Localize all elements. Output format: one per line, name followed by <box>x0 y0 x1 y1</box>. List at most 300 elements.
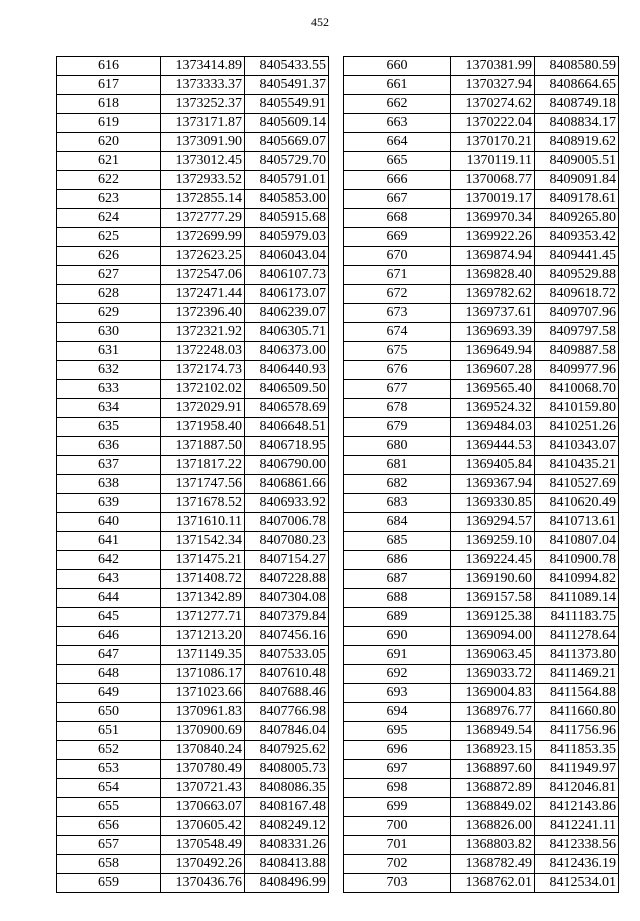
y-coordinate-cell: 8406043.04 <box>245 247 329 266</box>
x-coordinate-cell: 1368762.01 <box>451 874 535 893</box>
y-coordinate-cell: 8412046.81 <box>535 779 619 798</box>
x-coordinate-cell: 1372933.52 <box>161 171 245 190</box>
y-coordinate-cell: 8411949.97 <box>535 760 619 779</box>
table-row <box>344 798 619 817</box>
y-coordinate-cell: 8408834.17 <box>535 114 619 133</box>
point-number-cell: 683 <box>344 494 451 513</box>
point-number-cell: 623 <box>57 190 161 209</box>
table-row <box>57 380 329 399</box>
point-number-cell: 679 <box>344 418 451 437</box>
table-row <box>344 285 619 304</box>
point-number-cell: 692 <box>344 665 451 684</box>
y-coordinate-cell: 8409178.61 <box>535 190 619 209</box>
table-row <box>344 722 619 741</box>
x-coordinate-cell: 1369607.28 <box>451 361 535 380</box>
table-row <box>57 456 329 475</box>
y-coordinate-cell: 8406861.66 <box>245 475 329 494</box>
point-number-cell: 694 <box>344 703 451 722</box>
point-number-cell: 620 <box>57 133 161 152</box>
table-row <box>57 95 329 114</box>
x-coordinate-cell: 1369004.83 <box>451 684 535 703</box>
x-coordinate-cell: 1372777.29 <box>161 209 245 228</box>
x-coordinate-cell: 1369484.03 <box>451 418 535 437</box>
table-row <box>344 570 619 589</box>
table-row <box>344 76 619 95</box>
x-coordinate-cell: 1369405.84 <box>451 456 535 475</box>
point-number-cell: 669 <box>344 228 451 247</box>
table-row <box>344 741 619 760</box>
y-coordinate-cell: 8410713.61 <box>535 513 619 532</box>
point-number-cell: 671 <box>344 266 451 285</box>
y-coordinate-cell: 8409977.96 <box>535 361 619 380</box>
y-coordinate-cell: 8409797.58 <box>535 323 619 342</box>
y-coordinate-cell: 8411564.88 <box>535 684 619 703</box>
point-number-cell: 664 <box>344 133 451 152</box>
y-coordinate-cell: 8409091.84 <box>535 171 619 190</box>
y-coordinate-cell: 8407610.48 <box>245 665 329 684</box>
point-number-cell: 688 <box>344 589 451 608</box>
point-number-cell: 659 <box>57 874 161 893</box>
table-row <box>344 380 619 399</box>
y-coordinate-cell: 8411089.14 <box>535 589 619 608</box>
y-coordinate-cell: 8408331.26 <box>245 836 329 855</box>
point-number-cell: 647 <box>57 646 161 665</box>
y-coordinate-cell: 8406648.51 <box>245 418 329 437</box>
x-coordinate-cell: 1368897.60 <box>451 760 535 779</box>
table-row <box>344 494 619 513</box>
point-number-cell: 666 <box>344 171 451 190</box>
x-coordinate-cell: 1369444.53 <box>451 437 535 456</box>
x-coordinate-cell: 1373171.87 <box>161 114 245 133</box>
table-row <box>57 437 329 456</box>
table-row <box>57 722 329 741</box>
y-coordinate-cell: 8411183.75 <box>535 608 619 627</box>
x-coordinate-cell: 1370436.76 <box>161 874 245 893</box>
point-number-cell: 693 <box>344 684 451 703</box>
y-coordinate-cell: 8408086.35 <box>245 779 329 798</box>
y-coordinate-cell: 8408919.62 <box>535 133 619 152</box>
table-row <box>57 114 329 133</box>
x-coordinate-cell: 1368849.02 <box>451 798 535 817</box>
x-coordinate-cell: 1372699.99 <box>161 228 245 247</box>
point-number-cell: 626 <box>57 247 161 266</box>
point-number-cell: 702 <box>344 855 451 874</box>
point-number-cell: 616 <box>57 57 161 76</box>
y-coordinate-cell: 8408580.59 <box>535 57 619 76</box>
y-coordinate-cell: 8405549.91 <box>245 95 329 114</box>
y-coordinate-cell: 8405729.70 <box>245 152 329 171</box>
x-coordinate-cell: 1368976.77 <box>451 703 535 722</box>
y-coordinate-cell: 8405433.55 <box>245 57 329 76</box>
y-coordinate-cell: 8410343.07 <box>535 437 619 456</box>
x-coordinate-cell: 1372623.25 <box>161 247 245 266</box>
table-row <box>344 456 619 475</box>
table-row <box>344 608 619 627</box>
x-coordinate-cell: 1371887.50 <box>161 437 245 456</box>
table-row <box>344 665 619 684</box>
point-number-cell: 634 <box>57 399 161 418</box>
x-coordinate-cell: 1371747.56 <box>161 475 245 494</box>
table-row <box>344 190 619 209</box>
x-coordinate-cell: 1369874.94 <box>451 247 535 266</box>
x-coordinate-cell: 1368949.54 <box>451 722 535 741</box>
y-coordinate-cell: 8406373.00 <box>245 342 329 361</box>
point-number-cell: 621 <box>57 152 161 171</box>
coordinates-table-right <box>343 56 619 893</box>
x-coordinate-cell: 1371277.71 <box>161 608 245 627</box>
y-coordinate-cell: 8412436.19 <box>535 855 619 874</box>
x-coordinate-cell: 1368826.00 <box>451 817 535 836</box>
x-coordinate-cell: 1371958.40 <box>161 418 245 437</box>
point-number-cell: 699 <box>344 798 451 817</box>
table-row <box>344 171 619 190</box>
x-coordinate-cell: 1370780.49 <box>161 760 245 779</box>
x-coordinate-cell: 1370327.94 <box>451 76 535 95</box>
point-number-cell: 665 <box>344 152 451 171</box>
x-coordinate-cell: 1370548.49 <box>161 836 245 855</box>
x-coordinate-cell: 1371213.20 <box>161 627 245 646</box>
y-coordinate-cell: 8407154.27 <box>245 551 329 570</box>
x-coordinate-cell: 1369033.72 <box>451 665 535 684</box>
table-row <box>344 361 619 380</box>
y-coordinate-cell: 8405915.68 <box>245 209 329 228</box>
x-coordinate-cell: 1369693.39 <box>451 323 535 342</box>
table-row <box>344 836 619 855</box>
y-coordinate-cell: 8412534.01 <box>535 874 619 893</box>
y-coordinate-cell: 8407304.08 <box>245 589 329 608</box>
x-coordinate-cell: 1368782.49 <box>451 855 535 874</box>
x-coordinate-cell: 1370721.43 <box>161 779 245 798</box>
table-row <box>344 228 619 247</box>
y-coordinate-cell: 8407533.05 <box>245 646 329 665</box>
table-row <box>57 779 329 798</box>
table-row <box>344 551 619 570</box>
x-coordinate-cell: 1370663.07 <box>161 798 245 817</box>
point-number-cell: 686 <box>344 551 451 570</box>
x-coordinate-cell: 1369922.26 <box>451 228 535 247</box>
x-coordinate-cell: 1369063.45 <box>451 646 535 665</box>
y-coordinate-cell: 8407925.62 <box>245 741 329 760</box>
table-row <box>57 798 329 817</box>
y-coordinate-cell: 8406173.07 <box>245 285 329 304</box>
table-row <box>57 342 329 361</box>
y-coordinate-cell: 8409707.96 <box>535 304 619 323</box>
x-coordinate-cell: 1371610.11 <box>161 513 245 532</box>
x-coordinate-cell: 1369524.32 <box>451 399 535 418</box>
table-row <box>57 760 329 779</box>
point-number-cell: 641 <box>57 532 161 551</box>
point-number-cell: 631 <box>57 342 161 361</box>
point-number-cell: 632 <box>57 361 161 380</box>
table-row <box>344 646 619 665</box>
y-coordinate-cell: 8407379.84 <box>245 608 329 627</box>
table-row <box>344 589 619 608</box>
point-number-cell: 656 <box>57 817 161 836</box>
x-coordinate-cell: 1369094.00 <box>451 627 535 646</box>
x-coordinate-cell: 1369737.61 <box>451 304 535 323</box>
point-number-cell: 645 <box>57 608 161 627</box>
table-row <box>344 437 619 456</box>
point-number-cell: 655 <box>57 798 161 817</box>
y-coordinate-cell: 8410159.80 <box>535 399 619 418</box>
point-number-cell: 684 <box>344 513 451 532</box>
table-row <box>57 399 329 418</box>
x-coordinate-cell: 1372321.92 <box>161 323 245 342</box>
x-coordinate-cell: 1371678.52 <box>161 494 245 513</box>
point-number-cell: 680 <box>344 437 451 456</box>
point-number-cell: 661 <box>344 76 451 95</box>
table-row <box>57 665 329 684</box>
table-row <box>344 874 619 893</box>
table-row <box>344 95 619 114</box>
x-coordinate-cell: 1372102.02 <box>161 380 245 399</box>
table-row <box>57 228 329 247</box>
x-coordinate-cell: 1369190.60 <box>451 570 535 589</box>
point-number-cell: 643 <box>57 570 161 589</box>
table-row <box>344 418 619 437</box>
point-number-cell: 673 <box>344 304 451 323</box>
x-coordinate-cell: 1369330.85 <box>451 494 535 513</box>
point-number-cell: 637 <box>57 456 161 475</box>
y-coordinate-cell: 8407006.78 <box>245 513 329 532</box>
point-number-cell: 618 <box>57 95 161 114</box>
y-coordinate-cell: 8405491.37 <box>245 76 329 95</box>
y-coordinate-cell: 8408249.12 <box>245 817 329 836</box>
table-row <box>57 684 329 703</box>
x-coordinate-cell: 1371149.35 <box>161 646 245 665</box>
x-coordinate-cell: 1370381.99 <box>451 57 535 76</box>
table-row <box>57 152 329 171</box>
y-coordinate-cell: 8409887.58 <box>535 342 619 361</box>
y-coordinate-cell: 8406578.69 <box>245 399 329 418</box>
table-row <box>344 703 619 722</box>
point-number-cell: 651 <box>57 722 161 741</box>
table-row <box>344 57 619 76</box>
y-coordinate-cell: 8409529.88 <box>535 266 619 285</box>
x-coordinate-cell: 1369125.38 <box>451 608 535 627</box>
y-coordinate-cell: 8405853.00 <box>245 190 329 209</box>
table-row <box>57 532 329 551</box>
table-row <box>57 57 329 76</box>
table-row <box>57 171 329 190</box>
x-coordinate-cell: 1370840.24 <box>161 741 245 760</box>
table-row <box>57 570 329 589</box>
y-coordinate-cell: 8410994.82 <box>535 570 619 589</box>
x-coordinate-cell: 1370274.62 <box>451 95 535 114</box>
table-row <box>57 494 329 513</box>
y-coordinate-cell: 8406790.00 <box>245 456 329 475</box>
table-row <box>57 741 329 760</box>
table-row <box>57 646 329 665</box>
point-number-cell: 657 <box>57 836 161 855</box>
x-coordinate-cell: 1371542.34 <box>161 532 245 551</box>
point-number-cell: 644 <box>57 589 161 608</box>
x-coordinate-cell: 1373012.45 <box>161 152 245 171</box>
point-number-cell: 624 <box>57 209 161 228</box>
x-coordinate-cell: 1369782.62 <box>451 285 535 304</box>
table-row <box>344 133 619 152</box>
point-number-cell: 660 <box>344 57 451 76</box>
table-row <box>344 532 619 551</box>
y-coordinate-cell: 8410900.78 <box>535 551 619 570</box>
point-number-cell: 649 <box>57 684 161 703</box>
point-number-cell: 675 <box>344 342 451 361</box>
point-number-cell: 653 <box>57 760 161 779</box>
point-number-cell: 652 <box>57 741 161 760</box>
table-row <box>57 190 329 209</box>
x-coordinate-cell: 1372248.03 <box>161 342 245 361</box>
point-number-cell: 639 <box>57 494 161 513</box>
y-coordinate-cell: 8408664.65 <box>535 76 619 95</box>
y-coordinate-cell: 8410620.49 <box>535 494 619 513</box>
point-number-cell: 638 <box>57 475 161 494</box>
x-coordinate-cell: 1369157.58 <box>451 589 535 608</box>
x-coordinate-cell: 1369970.34 <box>451 209 535 228</box>
table-row <box>344 779 619 798</box>
table-row <box>57 133 329 152</box>
table-row <box>344 760 619 779</box>
y-coordinate-cell: 8411660.80 <box>535 703 619 722</box>
point-number-cell: 685 <box>344 532 451 551</box>
y-coordinate-cell: 8409353.42 <box>535 228 619 247</box>
point-number-cell: 629 <box>57 304 161 323</box>
y-coordinate-cell: 8407688.46 <box>245 684 329 703</box>
y-coordinate-cell: 8407228.88 <box>245 570 329 589</box>
table-row <box>57 703 329 722</box>
x-coordinate-cell: 1369565.40 <box>451 380 535 399</box>
table-row <box>57 285 329 304</box>
x-coordinate-cell: 1368923.15 <box>451 741 535 760</box>
point-number-cell: 677 <box>344 380 451 399</box>
point-number-cell: 689 <box>344 608 451 627</box>
x-coordinate-cell: 1372029.91 <box>161 399 245 418</box>
y-coordinate-cell: 8406440.93 <box>245 361 329 380</box>
point-number-cell: 678 <box>344 399 451 418</box>
x-coordinate-cell: 1370222.04 <box>451 114 535 133</box>
point-number-cell: 687 <box>344 570 451 589</box>
y-coordinate-cell: 8408167.48 <box>245 798 329 817</box>
table-row <box>344 209 619 228</box>
point-number-cell: 674 <box>344 323 451 342</box>
x-coordinate-cell: 1373252.37 <box>161 95 245 114</box>
x-coordinate-cell: 1369649.94 <box>451 342 535 361</box>
point-number-cell: 622 <box>57 171 161 190</box>
x-coordinate-cell: 1371023.66 <box>161 684 245 703</box>
y-coordinate-cell: 8405609.14 <box>245 114 329 133</box>
x-coordinate-cell: 1371086.17 <box>161 665 245 684</box>
x-coordinate-cell: 1370068.77 <box>451 171 535 190</box>
y-coordinate-cell: 8407846.04 <box>245 722 329 741</box>
point-number-cell: 625 <box>57 228 161 247</box>
point-number-cell: 670 <box>344 247 451 266</box>
y-coordinate-cell: 8407456.16 <box>245 627 329 646</box>
point-number-cell: 633 <box>57 380 161 399</box>
point-number-cell: 648 <box>57 665 161 684</box>
y-coordinate-cell: 8409441.45 <box>535 247 619 266</box>
y-coordinate-cell: 8406718.95 <box>245 437 329 456</box>
x-coordinate-cell: 1370170.21 <box>451 133 535 152</box>
table-row <box>344 247 619 266</box>
y-coordinate-cell: 8411373.80 <box>535 646 619 665</box>
x-coordinate-cell: 1369224.45 <box>451 551 535 570</box>
table-row <box>57 418 329 437</box>
point-number-cell: 695 <box>344 722 451 741</box>
point-number-cell: 696 <box>344 741 451 760</box>
x-coordinate-cell: 1372547.06 <box>161 266 245 285</box>
table-row <box>57 817 329 836</box>
point-number-cell: 667 <box>344 190 451 209</box>
point-number-cell: 663 <box>344 114 451 133</box>
point-number-cell: 617 <box>57 76 161 95</box>
y-coordinate-cell: 8406107.73 <box>245 266 329 285</box>
table-row <box>57 266 329 285</box>
point-number-cell: 635 <box>57 418 161 437</box>
y-coordinate-cell: 8411756.96 <box>535 722 619 741</box>
table-row <box>57 475 329 494</box>
x-coordinate-cell: 1373091.90 <box>161 133 245 152</box>
x-coordinate-cell: 1370019.17 <box>451 190 535 209</box>
point-number-cell: 658 <box>57 855 161 874</box>
x-coordinate-cell: 1372396.40 <box>161 304 245 323</box>
x-coordinate-cell: 1369259.10 <box>451 532 535 551</box>
table-row <box>57 209 329 228</box>
y-coordinate-cell: 8412143.86 <box>535 798 619 817</box>
table-row <box>344 855 619 874</box>
x-coordinate-cell: 1371408.72 <box>161 570 245 589</box>
point-number-cell: 703 <box>344 874 451 893</box>
point-number-cell: 636 <box>57 437 161 456</box>
point-number-cell: 691 <box>344 646 451 665</box>
y-coordinate-cell: 8412338.56 <box>535 836 619 855</box>
x-coordinate-cell: 1372471.44 <box>161 285 245 304</box>
point-number-cell: 698 <box>344 779 451 798</box>
x-coordinate-cell: 1372174.73 <box>161 361 245 380</box>
table-row <box>344 152 619 171</box>
y-coordinate-cell: 8411278.64 <box>535 627 619 646</box>
y-coordinate-cell: 8408749.18 <box>535 95 619 114</box>
table-row <box>57 513 329 532</box>
table-row <box>344 513 619 532</box>
coordinates-table-left <box>56 56 329 893</box>
y-coordinate-cell: 8411853.35 <box>535 741 619 760</box>
table-row <box>57 361 329 380</box>
table-row <box>344 399 619 418</box>
y-coordinate-cell: 8410527.69 <box>535 475 619 494</box>
point-number-cell: 700 <box>344 817 451 836</box>
y-coordinate-cell: 8406305.71 <box>245 323 329 342</box>
x-coordinate-cell: 1373414.89 <box>161 57 245 76</box>
point-number-cell: 630 <box>57 323 161 342</box>
y-coordinate-cell: 8405791.01 <box>245 171 329 190</box>
table-row <box>57 247 329 266</box>
y-coordinate-cell: 8407766.98 <box>245 703 329 722</box>
y-coordinate-cell: 8406239.07 <box>245 304 329 323</box>
table-row <box>57 874 329 893</box>
x-coordinate-cell: 1370605.42 <box>161 817 245 836</box>
x-coordinate-cell: 1369294.57 <box>451 513 535 532</box>
y-coordinate-cell: 8409265.80 <box>535 209 619 228</box>
table-row <box>344 266 619 285</box>
y-coordinate-cell: 8410251.26 <box>535 418 619 437</box>
point-number-cell: 672 <box>344 285 451 304</box>
point-number-cell: 642 <box>57 551 161 570</box>
point-number-cell: 662 <box>344 95 451 114</box>
y-coordinate-cell: 8410435.21 <box>535 456 619 475</box>
table-row <box>344 627 619 646</box>
point-number-cell: 628 <box>57 285 161 304</box>
y-coordinate-cell: 8410068.70 <box>535 380 619 399</box>
x-coordinate-cell: 1370492.26 <box>161 855 245 874</box>
